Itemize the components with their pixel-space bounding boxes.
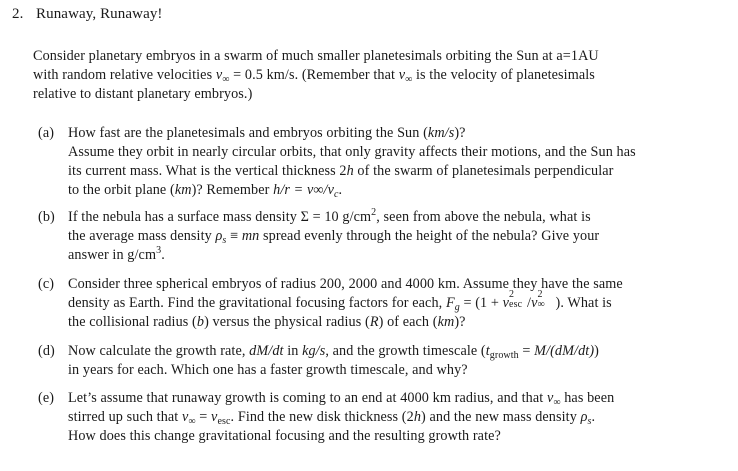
math-unit: km [437, 314, 455, 330]
problem-title: Runaway, Runaway! [36, 6, 163, 22]
part-line: Assume they orbit in nearly circular orbits, that only gravity affects their motions, and the Sun has [68, 144, 636, 160]
intro-line: relative to distant planetary embryos.) [33, 86, 253, 102]
math-sub: esc [509, 299, 523, 310]
text: ≡ [226, 228, 242, 244]
part-line [68, 208, 738, 227]
math-var: ρ [580, 409, 588, 425]
math-supsub [537, 289, 556, 310]
math-var: ρ [215, 228, 223, 244]
text: . [591, 409, 596, 425]
text: stirred up such that [68, 409, 182, 425]
part-line [68, 181, 738, 200]
part-line [68, 342, 738, 361]
text: with random relative velocities [33, 67, 216, 83]
text: ) and the new mass density [421, 409, 581, 425]
text: ) versus the physical radius ( [204, 314, 370, 330]
text: / [527, 295, 532, 311]
part-line [68, 408, 738, 427]
text: )? Remember [191, 182, 274, 198]
math-unit: kg/s [302, 343, 326, 359]
math-sub: ∞ [537, 299, 545, 310]
text: spread evenly through the height of the nebula? Give your [259, 228, 600, 244]
text: density as Earth. Find the gravitational focusing factors for each, [68, 295, 446, 311]
intro-line [33, 66, 723, 85]
math-var: v [182, 409, 189, 425]
text: Let’s assume that runaway growth is coming to an end at 4000 km radius, and that [68, 390, 547, 406]
text: to the orbit plane ( [68, 182, 175, 198]
part-body [68, 208, 738, 265]
math-sub: growth [489, 350, 519, 361]
text: )? [454, 314, 466, 330]
part-body [68, 389, 738, 446]
part-label: (b) [38, 209, 55, 225]
text: is the velocity of planetesimals [412, 67, 595, 83]
math-var: h [413, 409, 422, 425]
text: ). What is [555, 295, 612, 311]
math-sub: ∞ [188, 416, 196, 427]
text: ) of each ( [378, 314, 438, 330]
text: . [338, 182, 343, 198]
text: in [283, 343, 303, 359]
text: If the nebula has a surface mass density Σ = 10 g/cm [68, 209, 372, 225]
part-line: Consider three spherical embryos of radius 200, 2000 and 4000 km. Assume they have the same [68, 276, 623, 292]
text: )? [454, 125, 466, 141]
text: = [195, 409, 212, 425]
text: = [518, 343, 535, 359]
part-line [68, 389, 738, 408]
part-line: in years for each. Which one has a faster growth timescale, and why? [68, 362, 468, 378]
text: = (1 + [459, 295, 503, 311]
text: , seen from above the nebula, what is [376, 209, 591, 225]
math-unit: km/s [427, 125, 455, 141]
text: answer in g/cm [68, 247, 157, 263]
math-sub: g [454, 302, 460, 313]
math-var: mn [241, 228, 260, 244]
math-var: b [196, 314, 205, 330]
math-sup: 2 [509, 289, 515, 300]
part-line [68, 289, 738, 313]
part-line [68, 227, 738, 246]
math-var: R [369, 314, 379, 330]
text: = 0.5 km/s. (Remember that [229, 67, 399, 83]
math-var: v [211, 409, 218, 425]
text: How fast are the planetesimals and embryos orbiting the Sun ( [68, 125, 428, 141]
part-body [68, 124, 738, 200]
math-sup: 2 [371, 207, 377, 218]
math-supsub [509, 289, 527, 310]
math-sub: s [587, 416, 592, 427]
math-var: v [531, 295, 538, 311]
intro-line: Consider planetary embryos in a swarm of much smaller planetesimals orbiting the Sun at a=1AU [33, 48, 599, 64]
math-sup: 2 [537, 289, 543, 300]
math-var: v [502, 295, 510, 311]
part-line [68, 124, 738, 143]
text: the average mass density [68, 228, 216, 244]
text: ) [594, 343, 599, 359]
math-sub: c [334, 189, 339, 200]
part-line [68, 313, 738, 332]
math-sub: esc [217, 416, 231, 427]
part-line [68, 246, 738, 265]
math-equation: h/r = v∞/v [273, 182, 334, 198]
text: . [161, 247, 165, 263]
math-sub: ∞ [222, 74, 230, 85]
text: its current mass. What is the vertical thickness 2 [68, 163, 347, 179]
part-body [68, 342, 738, 380]
part-line [68, 162, 738, 181]
part-label: (d) [38, 343, 55, 359]
math-equation: M/(dM/dt) [534, 343, 595, 359]
part-body [68, 275, 738, 332]
math-var: F [445, 295, 455, 311]
math-sub: s [222, 235, 227, 246]
text: . Find the new disk thickness (2 [230, 409, 414, 425]
math-unit: km [174, 182, 192, 198]
problem-heading [12, 4, 163, 24]
math-var: v [398, 67, 406, 83]
math-var: v [215, 67, 223, 83]
math-sup: 3 [156, 245, 162, 256]
math-var: h [346, 163, 354, 179]
math-expression: dM/dt [249, 343, 284, 359]
text: of the swarm of planetesimals perpendicular [353, 163, 614, 179]
part-label: (c) [38, 276, 55, 292]
part-label: (a) [38, 125, 55, 141]
intro-paragraph [33, 47, 723, 104]
text: the collisional radius ( [68, 314, 197, 330]
problem-number: 2. [12, 6, 24, 22]
text: , and the growth timescale ( [325, 343, 486, 359]
text: has been [560, 390, 615, 406]
math-var: t [485, 343, 490, 359]
math-sub: ∞ [405, 74, 413, 85]
math-var: v [546, 390, 554, 406]
part-line: How does this change gravitational focusing and the resulting growth rate? [68, 428, 501, 444]
text: Now calculate the growth rate, [68, 343, 250, 359]
math-sub: ∞ [553, 397, 561, 408]
part-label: (e) [38, 390, 55, 406]
